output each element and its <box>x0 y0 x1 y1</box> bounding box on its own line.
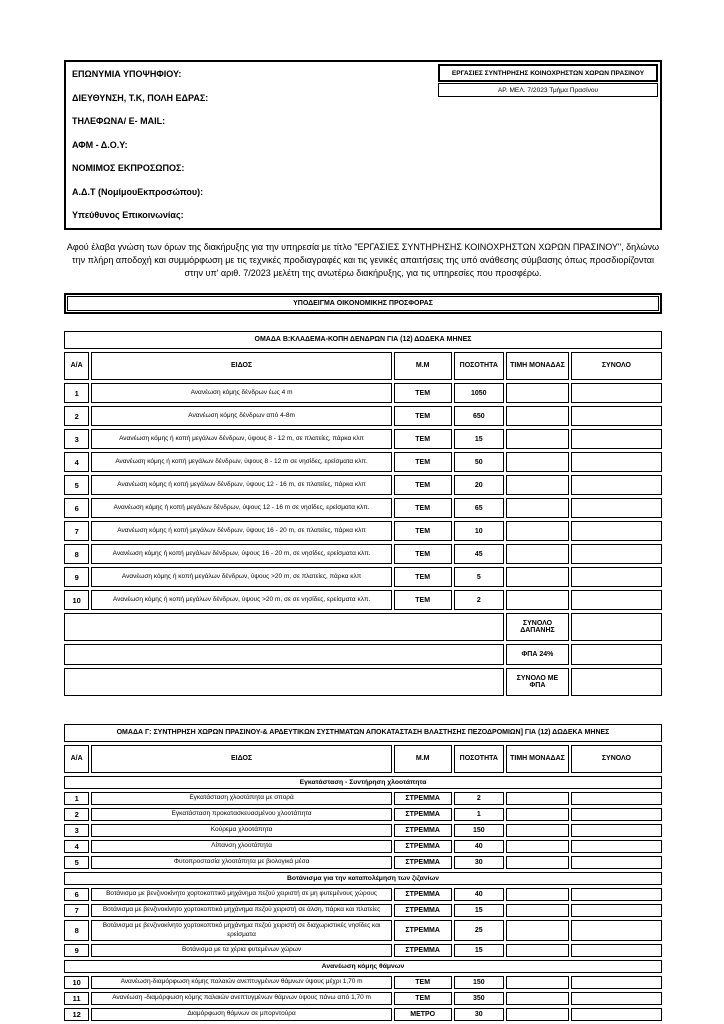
line-total-cell <box>571 808 662 821</box>
table-row <box>64 498 662 518</box>
contact-person-label: Υπεύθυνος Επικοινωνίας: <box>72 210 184 220</box>
section-header-row <box>64 872 662 885</box>
line-total-cell <box>571 567 662 587</box>
unit-price-cell <box>506 475 569 495</box>
row-number: 7 <box>64 521 89 541</box>
quantity: 50 <box>454 452 505 472</box>
column-header: ΤΙΜΗ ΜΟΝΑΔΑΣ <box>506 745 569 773</box>
item-description: Εγκατάσταση χλοοτάπητα με σπορά <box>91 792 392 805</box>
row-number: 5 <box>64 856 89 869</box>
row-number: 4 <box>64 840 89 853</box>
column-header: ΤΙΜΗ ΜΟΝΑΔΑΣ <box>506 352 569 380</box>
unit-price-cell <box>506 429 569 449</box>
table-row <box>64 824 662 837</box>
row-number: 8 <box>64 544 89 564</box>
table-row <box>64 992 662 1005</box>
line-total-cell <box>571 475 662 495</box>
unit-price-cell <box>506 944 569 957</box>
totals-spacer <box>64 613 504 641</box>
quantity: 30 <box>454 1008 505 1021</box>
row-number: 3 <box>64 429 89 449</box>
address-label: ΔΙΕΥΘΥΝΣΗ, Τ.Κ, ΠΟΛΗ ΕΔΡΑΣ: <box>72 92 209 103</box>
unit-price-cell <box>506 904 569 917</box>
section-header: Ανανέωση κόμης θάμνων <box>64 960 662 973</box>
quantity: 2 <box>454 792 505 805</box>
column-header: Α/Α <box>64 745 89 773</box>
quantity: 25 <box>454 920 505 941</box>
table-row <box>64 406 662 426</box>
unit-of-measure: ΣΤΡΕΜΜΑ <box>394 920 452 941</box>
unit-price-cell <box>506 590 569 610</box>
line-total-cell <box>571 920 662 941</box>
row-number: 8 <box>64 920 89 941</box>
table-row <box>64 429 662 449</box>
totals-row <box>64 613 662 641</box>
table-row <box>64 521 662 541</box>
line-total-cell <box>571 792 662 805</box>
unit-price-cell <box>506 808 569 821</box>
line-total-cell <box>571 429 662 449</box>
unit-of-measure: ΣΤΡΕΜΜΑ <box>394 808 452 821</box>
unit-of-measure: ΜΕΤΡΟ <box>394 1008 452 1021</box>
unit-of-measure: ΤΕΜ <box>394 544 452 564</box>
line-total-cell <box>571 590 662 610</box>
line-total-cell <box>571 498 662 518</box>
unit-of-measure: ΤΕΜ <box>394 475 452 495</box>
row-number: 4 <box>64 452 89 472</box>
unit-price-cell <box>506 452 569 472</box>
item-description: Εγκατάσταση προκατασκευασμένου χλοοτάπητα <box>91 808 392 821</box>
unit-of-measure: ΣΤΡΕΜΜΑ <box>394 944 452 957</box>
row-number: 7 <box>64 904 89 917</box>
quantity: 650 <box>454 406 505 426</box>
item-description: Ανανέωση κόμης ή κοπή μεγάλων δένδρων, ύψους 12 - 16 m, σε πλατείες, πάρκα κλπ <box>91 475 392 495</box>
group-title: ΟΜΑΔΑ Β:ΚΛΑΔΕΜΑ-ΚΟΠΗ ΔΕΝΔΡΩΝ ΓΙΑ (12) ΔΩΔΕΚΑ ΜΗΝΕΣ <box>64 331 662 349</box>
unit-of-measure: ΤΕΜ <box>394 521 452 541</box>
quantity: 5 <box>454 567 505 587</box>
unit-price-cell <box>506 1008 569 1021</box>
item-description: Ανανέωση κόμης ή κοπή μεγάλων δένδρων, ύψους 12 - 16 m σε νησίδες, ερείσματα κλπ. <box>91 498 392 518</box>
section-header: Βοτάνισμα για την καταπολέμηση των ζιζανίων <box>64 872 662 885</box>
section-header-row <box>64 776 662 789</box>
item-description: Ανανέωση-διαμόρφωση κόμης παλαιών ανεπτυγμένων θάμνων ύψους μέχρι 1,70 m <box>91 976 392 989</box>
item-description: Ανανέωση κόμης ή κοπή μεγάλων δένδρων, ύψους 16 - 20 m, σε νησίδες, ερείσματα κλπ. <box>91 544 392 564</box>
unit-of-measure: ΤΕΜ <box>394 383 452 403</box>
column-header: ΕΙΔΟΣ <box>91 352 392 380</box>
row-number: 6 <box>64 498 89 518</box>
row-number: 11 <box>64 992 89 1005</box>
document-content <box>64 60 662 1024</box>
column-header-row <box>64 745 662 773</box>
line-total-cell <box>571 944 662 957</box>
item-description: Ανανέωση κόμης ή κοπή μεγάλων δένδρων, ύψους 16 - 20 m, σε πλατείες, πάρκα κλπ <box>91 521 392 541</box>
project-subtitle: ΑΡ. ΜΕΛ. 7/2023 Τμήμα Πρασίνου <box>438 83 658 97</box>
table-row <box>64 544 662 564</box>
unit-price-cell <box>506 992 569 1005</box>
row-number: 9 <box>64 944 89 957</box>
quantity: 10 <box>454 521 505 541</box>
item-description: Ανανέωση κόμης ή κοπή μεγάλων δένδρων, ύψους >20 m, σε πλατείες, πάρκα κλπ <box>91 567 392 587</box>
line-total-cell <box>571 452 662 472</box>
line-total-cell <box>571 840 662 853</box>
totals-value-cell <box>571 644 662 665</box>
line-total-cell <box>571 824 662 837</box>
table-row <box>64 888 662 901</box>
vat-tax-office-label: ΑΦΜ - Δ.Ο.Υ: <box>72 139 128 150</box>
unit-price-cell <box>506 976 569 989</box>
unit-price-cell <box>506 840 569 853</box>
item-description: Ανανέωση κόμης δένδρων από 4-8m <box>91 406 392 426</box>
legal-rep-id-label: Α.Δ.Τ (ΝομίμουΕκπροσώπου): <box>72 186 204 197</box>
offer-title: ΥΠΟΔΕΙΓΜΑ ΟΙΚΟΝΟΜΙΚΗΣ ΠΡΟΣΦΟΡΑΣ <box>67 296 659 311</box>
quantity: 65 <box>454 498 505 518</box>
item-description: Φυτοπροστασία χλοοτάπητα με βιολογικά μέσα <box>91 856 392 869</box>
table-row <box>64 452 662 472</box>
item-description: Διαμόρφωση θάμνων σε μπορντούρα <box>91 1008 392 1021</box>
table-row <box>64 792 662 805</box>
declaration-paragraph: Αφού έλαβα γνώση των όρων της διακήρυξης για την υπηρεσία με τίτλο "ΕΡΓΑΣΙΕΣ ΣΥΝΤΗΡΗΣΗΣ ΚΟΙΝΟΧΡΗΣΤΩΝ ΧΩΡΩΝ ΠΡΑΣΙΝΟΥ", δηλώνω την πλήρη αποδοχή και συμμόρφωση με τις τεχνικές προδιαγραφές και τις γενικές απαιτήσεις της υπό ανάθεσης σύμβασης όπως προσδιορίζονται στην υπ' αριθ. 7/2023 μελέτη της ανωτέρω διακήρυξης, για τις υπηρεσίες που προσφέρω. <box>66 242 660 278</box>
quantity: 1050 <box>454 383 505 403</box>
table-row <box>64 590 662 610</box>
line-total-cell <box>571 383 662 403</box>
quantity: 1 <box>454 808 505 821</box>
row-number: 1 <box>64 383 89 403</box>
item-description: Λίπανση χλοοτάπητα <box>91 840 392 853</box>
item-description: Ανανέωση -διαμόρφωση κόμης παλαιών ανεπτυγμένων θάμνων ύψους πάνω από 1,70 m <box>91 992 392 1005</box>
line-total-cell <box>571 856 662 869</box>
item-description: Ανανέωση κόμης ή κοπή μεγάλων δένδρων, ύψους 8 - 12 m, σε πλατείες, πάρκα κλπ <box>91 429 392 449</box>
unit-of-measure: ΣΤΡΕΜΜΑ <box>394 824 452 837</box>
unit-of-measure: ΣΤΡΕΜΜΑ <box>394 792 452 805</box>
unit-price-cell <box>506 792 569 805</box>
row-number: 5 <box>64 475 89 495</box>
section-header-row <box>64 960 662 973</box>
totals-value-cell <box>571 613 662 641</box>
table-group-c <box>62 721 664 1024</box>
unit-of-measure: ΤΕΜ <box>394 498 452 518</box>
item-description: Ανανέωση κόμης ή κοπή μεγάλων δένδρων, ύψους >20 m, σε σε νησίδες, ερείσματα κλπ. <box>91 590 392 610</box>
table-row <box>64 976 662 989</box>
quantity: 15 <box>454 429 505 449</box>
bidder-info-box <box>64 60 662 230</box>
column-header-row <box>64 352 662 380</box>
unit-price-cell <box>506 920 569 941</box>
totals-spacer <box>64 644 504 665</box>
unit-price-cell <box>506 544 569 564</box>
quantity: 150 <box>454 824 505 837</box>
line-total-cell <box>571 544 662 564</box>
project-title-box <box>438 64 658 97</box>
phone-email-label: ΤΗΛΕΦΩΝΑ/ E- MAIL: <box>72 116 166 126</box>
candidate-name-label: ΕΠΩΝΥΜΙΑ ΥΠΟΨΗΦΙΟΥ: <box>72 69 182 79</box>
row-number: 10 <box>64 590 89 610</box>
quantity: 350 <box>454 992 505 1005</box>
table-row <box>64 475 662 495</box>
group-title-row <box>64 331 662 349</box>
group-title: ΟΜΑΔΑ Γ: ΣΥΝΤΗΡΗΣΗ ΧΩΡΩΝ ΠΡΑΣΙΝΟΥ-& ΑΡΔΕΥΤΙΚΩΝ ΣΥΣΤΗΜΑΤΩΝ ΑΠΟΚΑΤΑΣΤΑΣΗ ΒΛΑΣΤΗΣΗΣ ΠΕΖΟΔΡΟΜΙΩΝ] ΓΙΑ (12) ΔΩΔΕΚΑ ΜΗΝΕΣ <box>64 724 662 742</box>
unit-of-measure: ΤΕΜ <box>394 567 452 587</box>
unit-of-measure: ΣΤΡΕΜΜΑ <box>394 856 452 869</box>
table-row <box>64 840 662 853</box>
legal-rep-label: ΝΟΜΙΜΟΣ ΕΚΠΡΟΣΩΠΟΣ: <box>72 163 185 173</box>
table-row <box>64 808 662 821</box>
unit-of-measure: ΤΕΜ <box>394 429 452 449</box>
row-number: 6 <box>64 888 89 901</box>
offer-title-banner <box>64 293 662 314</box>
unit-price-cell <box>506 521 569 541</box>
row-number: 12 <box>64 1008 89 1021</box>
unit-price-cell <box>506 888 569 901</box>
row-number: 1 <box>64 792 89 805</box>
group-title-row <box>64 724 662 742</box>
unit-price-cell <box>506 824 569 837</box>
quantity: 150 <box>454 976 505 989</box>
row-number: 2 <box>64 406 89 426</box>
quantity: 2 <box>454 590 505 610</box>
column-header: ΠΟΣΟΤΗΤΑ <box>454 352 505 380</box>
unit-of-measure: ΤΕΜ <box>394 992 452 1005</box>
totals-row <box>64 668 662 696</box>
unit-of-measure: ΤΕΜ <box>394 452 452 472</box>
item-description: Βοτάνισμα με τα χέρια φυτεμένων χώρων <box>91 944 392 957</box>
row-number: 10 <box>64 976 89 989</box>
table-row <box>64 1008 662 1021</box>
line-total-cell <box>571 976 662 989</box>
totals-label: ΣΥΝΟΛΟ ΜΕ ΦΠΑ <box>506 668 569 696</box>
column-header: Α/Α <box>64 352 89 380</box>
item-description: Βοτάνισμα με βενζινοκίνητο χορτοκοπτικό μηχάνημα πεζού χειριστή σε μη φυτεμένους χώρους <box>91 888 392 901</box>
item-description: Ανανέωση κόμης δένδρων έως 4 m <box>91 383 392 403</box>
project-title: ΕΡΓΑΣΙΕΣ ΣΥΝΤΗΡΗΣΗΣ ΚΟΙΝΟΧΡΗΣΤΩΝ ΧΩΡΩΝ ΠΡΑΣΙΝΟΥ <box>438 64 658 82</box>
line-total-cell <box>571 406 662 426</box>
column-header: Μ.Μ <box>394 352 452 380</box>
unit-price-cell <box>506 406 569 426</box>
table-row <box>64 383 662 403</box>
quantity: 40 <box>454 888 505 901</box>
table-row <box>64 920 662 941</box>
table-row <box>64 856 662 869</box>
column-header: ΣΥΝΟΛΟ <box>571 745 662 773</box>
totals-row <box>64 644 662 665</box>
item-description: Κούρεμα χλοοτάπητα <box>91 824 392 837</box>
line-total-cell <box>571 904 662 917</box>
section-header: Εγκατάσταση - Συντήρηση χλοοτάπητα <box>64 776 662 789</box>
table-row <box>64 944 662 957</box>
totals-label: ΣΥΝΟΛΟ ΔΑΠΑΝΗΣ <box>506 613 569 641</box>
totals-label: ΦΠΑ 24% <box>506 644 569 665</box>
unit-of-measure: ΤΕΜ <box>394 406 452 426</box>
row-number: 9 <box>64 567 89 587</box>
item-description: Βοτάνισμα με βενζινοκίνητο χορτοκοπτικό μηχάνημα πεζού χειριστή σε διαχωριστικές νησίδες και ερείσματα <box>91 920 392 941</box>
column-header: ΕΙΔΟΣ <box>91 745 392 773</box>
unit-of-measure: ΤΕΜ <box>394 590 452 610</box>
unit-of-measure: ΣΤΡΕΜΜΑ <box>394 904 452 917</box>
row-number: 2 <box>64 808 89 821</box>
totals-spacer <box>64 668 504 696</box>
unit-of-measure: ΣΤΡΕΜΜΑ <box>394 888 452 901</box>
quantity: 15 <box>454 904 505 917</box>
line-total-cell <box>571 992 662 1005</box>
quantity: 15 <box>454 944 505 957</box>
quantity: 20 <box>454 475 505 495</box>
quantity: 45 <box>454 544 505 564</box>
item-description: Ανανέωση κόμης ή κοπή μεγάλων δένδρων, ύψους 8 - 12 m σε νησίδες, ερείσματα κλπ. <box>91 452 392 472</box>
line-total-cell <box>571 1008 662 1021</box>
unit-of-measure: ΣΤΡΕΜΜΑ <box>394 840 452 853</box>
quantity: 30 <box>454 856 505 869</box>
line-total-cell <box>571 521 662 541</box>
totals-value-cell <box>571 668 662 696</box>
quantity: 40 <box>454 840 505 853</box>
table-row <box>64 567 662 587</box>
column-header: Μ.Μ <box>394 745 452 773</box>
unit-price-cell <box>506 856 569 869</box>
table-group-b <box>62 328 664 699</box>
column-header: ΠΟΣΟΤΗΤΑ <box>454 745 505 773</box>
row-number: 3 <box>64 824 89 837</box>
table-row <box>64 904 662 917</box>
line-total-cell <box>571 888 662 901</box>
unit-price-cell <box>506 498 569 518</box>
unit-price-cell <box>506 567 569 587</box>
item-description: Βοτάνισμα με βενζινοκίνητο χορτοκοπτικό μηχάνημα πεζού χειριστή σε άλση, πάρκα και πλατείες <box>91 904 392 917</box>
unit-of-measure: ΤΕΜ <box>394 976 452 989</box>
column-header: ΣΥΝΟΛΟ <box>571 352 662 380</box>
unit-price-cell <box>506 383 569 403</box>
